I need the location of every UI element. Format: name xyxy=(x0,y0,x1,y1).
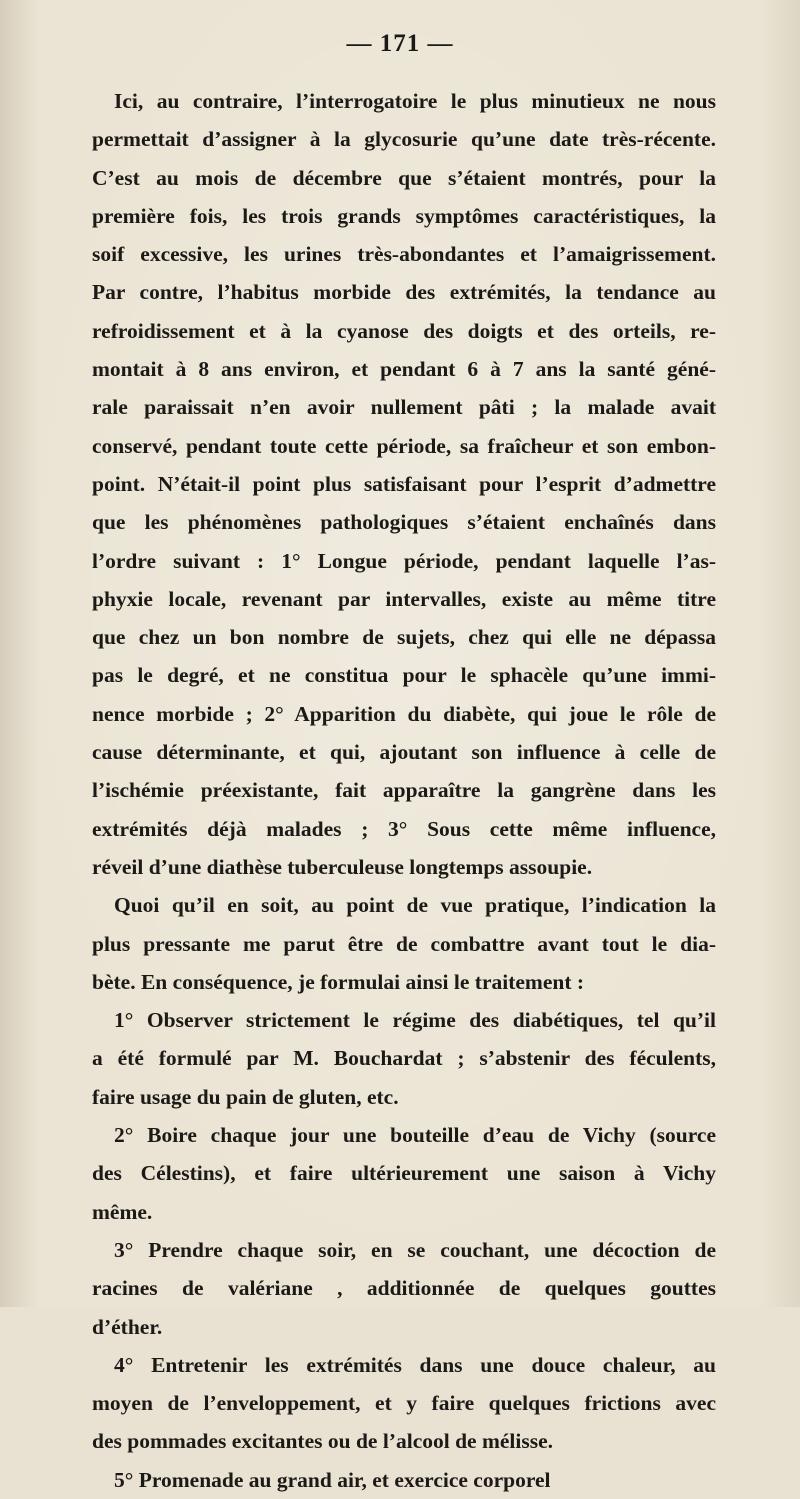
text-line: permettait d’assigner à la glycosurie qu’une date très-récente. xyxy=(92,127,716,152)
text-line: a été formulé par M. Bouchardat ; s’abstenir des féculents, xyxy=(92,1046,716,1071)
text-line: soif excessive, les urines très-abondantes et l’amaigrissement. xyxy=(92,242,716,267)
text-line: extrémités déjà malades ; 3° Sous cette même influence, xyxy=(92,816,716,841)
text-line: pas le degré, et ne constitua pour le sphacèle qu’une immi- xyxy=(92,663,716,688)
text-line: Ici, au contraire, l’interrogatoire le plus minutieux ne nous xyxy=(114,89,716,113)
text-line: point. N’était-il point plus satisfaisant pour l’esprit d’admettre xyxy=(92,471,716,496)
text-line: conservé, pendant toute cette période, sa fraîcheur et son embon- xyxy=(92,433,716,458)
body-text xyxy=(92,82,716,1499)
text-line: 3° Prendre chaque soir, en se couchant, une décoction de xyxy=(114,1237,716,1262)
text-line: refroidissement et à la cyanose des doigts et des orteils, re- xyxy=(92,318,716,343)
text-line: cause déterminante, et qui, ajoutant son influence à celle de xyxy=(92,740,716,765)
text-line: l’ordre suivant : 1° Longue période, pendant laquelle l’as- xyxy=(92,548,716,573)
text-line: 1° Observer strictement le régime des diabétiques, tel qu’il xyxy=(114,1008,716,1033)
text-line: réveil d’une diathèse tuberculeuse longtemps assoupie. xyxy=(92,854,593,879)
text-line: d’éther. xyxy=(92,1314,163,1339)
text-line: des Célestins), et faire ultérieurement une saison à Vichy xyxy=(92,1161,716,1186)
text-line: phyxie locale, revenant par intervalles, existe au même titre xyxy=(92,586,716,611)
text-line: bète. En conséquence, je formulai ainsi le traitement : xyxy=(92,969,585,994)
text-line: des pommades excitantes ou de l’alcool de mélisse. xyxy=(92,1429,554,1454)
text-line: que les phénomènes pathologiques s’étaient enchaînés dans xyxy=(92,510,716,535)
text-line: 5° Promenade au grand air, et exercice corporel xyxy=(114,1467,551,1492)
text-line: l’ischémie préexistante, fait apparaître la gangrène dans les xyxy=(92,778,716,803)
text-line: 2° Boire chaque jour une bouteille d’eau de Vichy (source xyxy=(114,1123,716,1148)
page-number: — 171 — xyxy=(346,30,454,57)
text-line: faire usage du pain de gluten, etc. xyxy=(92,1084,399,1109)
text-line: nence morbide ; 2° Apparition du diabète, qui joue le rôle de xyxy=(92,701,716,726)
text-line: 4° Entretenir les extrémités dans une douce chaleur, au xyxy=(114,1352,716,1377)
text-line: Quoi qu’il en soit, au point de vue pratique, l’indication la xyxy=(114,893,716,918)
text-line: Par contre, l’habitus morbide des extrémités, la tendance au xyxy=(92,280,716,305)
text-line: même. xyxy=(92,1199,153,1224)
text-line: rale paraissait n’en avoir nullement pâti ; la malade avait xyxy=(92,395,716,420)
text-line: racines de valériane , additionnée de quelques gouttes xyxy=(92,1276,716,1301)
text-line: que chez un bon nombre de sujets, chez qui elle ne dépassa xyxy=(92,625,716,650)
text-line: première fois, les trois grands symptômes caractéristiques, la xyxy=(92,203,716,228)
text-line: C’est au mois de décembre que s’étaient montrés, pour la xyxy=(92,165,716,190)
text-line: plus pressante me parut être de combattre avant tout le dia- xyxy=(92,931,716,956)
text-line: montait à 8 ans environ, et pendant 6 à 7 ans la santé géné- xyxy=(92,357,716,382)
text-line: moyen de l’enveloppement, et y faire quelques frictions avec xyxy=(92,1391,716,1416)
